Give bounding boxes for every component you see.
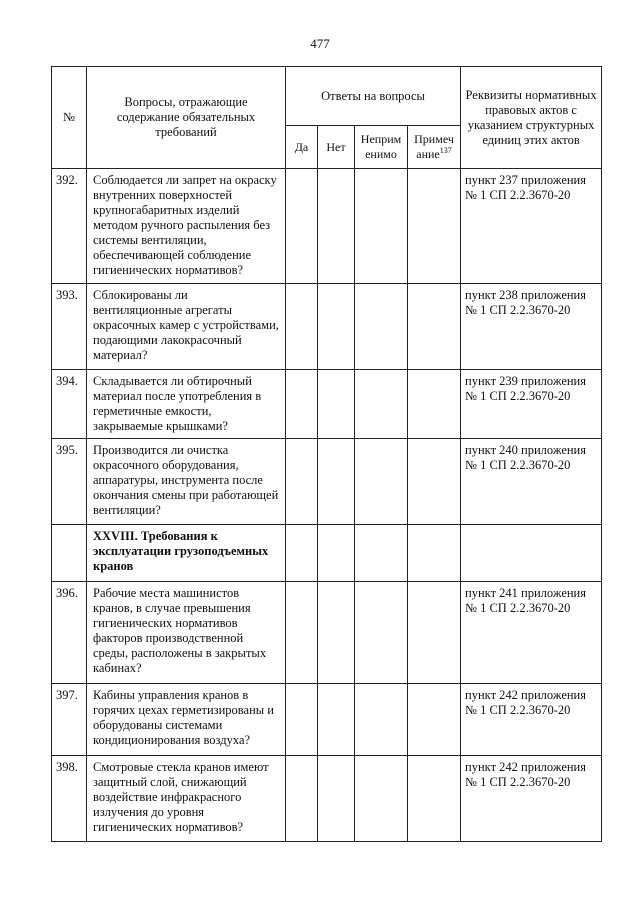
answer-no-cell[interactable] bbox=[318, 582, 355, 684]
table-row bbox=[52, 684, 602, 756]
row-reference: пункт 240 приложения № 1 СП 2.2.3670-20 bbox=[461, 439, 602, 525]
column-header-requisites: Реквизиты нормативных правовых актов с указанием структурных единиц этих актов bbox=[461, 67, 602, 169]
answer-yes-cell[interactable] bbox=[286, 582, 318, 684]
header-row bbox=[52, 67, 602, 126]
row-question: Производится ли очистка окрасочного оборудования, аппаратуры, инструмента после окончания смены при работающей вентиляции? bbox=[87, 439, 286, 525]
table-row bbox=[52, 756, 602, 842]
answer-note-cell[interactable] bbox=[408, 169, 461, 284]
column-header-not-applicable: Неприм енимо bbox=[355, 126, 408, 169]
row-reference: пункт 237 приложения № 1 СП 2.2.3670-20 bbox=[461, 169, 602, 284]
row-question: Смотровые стекла кранов имеют защитный слой, снижающий воздействие инфракрасного излучения до уровня гигиенических нормативов? bbox=[87, 756, 286, 842]
row-number: 393. bbox=[52, 284, 87, 370]
row-number: 395. bbox=[52, 439, 87, 525]
answer-note-cell[interactable] bbox=[408, 284, 461, 370]
answer-yes-cell[interactable] bbox=[286, 439, 318, 525]
requirements-table bbox=[51, 66, 602, 842]
column-header-no: Нет bbox=[318, 126, 355, 169]
answer-yes-cell[interactable] bbox=[286, 684, 318, 756]
row-number: 398. bbox=[52, 756, 87, 842]
table-row bbox=[52, 370, 602, 439]
row-question: Рабочие места машинистов кранов, в случае превышения гигиенических нормативов факторов производственной среды, расположены в закрытых кабинах? bbox=[87, 582, 286, 684]
table-row bbox=[52, 284, 602, 370]
answer-no-cell[interactable] bbox=[318, 756, 355, 842]
answer-no-cell[interactable] bbox=[318, 439, 355, 525]
answer-not-applicable-cell[interactable] bbox=[355, 439, 408, 525]
answer-note-cell[interactable] bbox=[408, 684, 461, 756]
answer-no-cell[interactable] bbox=[318, 169, 355, 284]
row-reference: пункт 239 приложения № 1 СП 2.2.3670-20 bbox=[461, 370, 602, 439]
answer-not-applicable-cell[interactable] bbox=[355, 756, 408, 842]
section-title: XXVIII. Требования к эксплуатации грузоподъемных кранов bbox=[87, 525, 286, 582]
empty-cell bbox=[286, 525, 318, 582]
answer-note-cell[interactable] bbox=[408, 370, 461, 439]
note-label: Примеч ание bbox=[414, 132, 454, 161]
answer-not-applicable-cell[interactable] bbox=[355, 169, 408, 284]
answer-not-applicable-cell[interactable] bbox=[355, 370, 408, 439]
answer-no-cell[interactable] bbox=[318, 370, 355, 439]
empty-cell bbox=[355, 525, 408, 582]
column-header-yes: Да bbox=[286, 126, 318, 169]
answer-not-applicable-cell[interactable] bbox=[355, 284, 408, 370]
row-number: 397. bbox=[52, 684, 87, 756]
answer-note-cell[interactable] bbox=[408, 439, 461, 525]
row-question: Сблокированы ли вентиляционные агрегаты окрасочных камер с устройствами, подающими лакокрасочный материал? bbox=[87, 284, 286, 370]
table-row bbox=[52, 439, 602, 525]
answer-not-applicable-cell[interactable] bbox=[355, 582, 408, 684]
section-row bbox=[52, 525, 602, 582]
row-reference: пункт 242 приложения № 1 СП 2.2.3670-20 bbox=[461, 684, 602, 756]
column-header-question: Вопросы, отражающие содержание обязательных требований bbox=[87, 67, 286, 169]
row-question: Складывается ли обтирочный материал после употребления в герметичные емкости, закрываемые крышками? bbox=[87, 370, 286, 439]
row-reference: пункт 241 приложения № 1 СП 2.2.3670-20 bbox=[461, 582, 602, 684]
row-number: 392. bbox=[52, 169, 87, 284]
answer-yes-cell[interactable] bbox=[286, 370, 318, 439]
row-question: Кабины управления кранов в горячих цехах герметизированы и оборудованы системами кондиционирования воздуха? bbox=[87, 684, 286, 756]
row-number bbox=[52, 525, 87, 582]
footnote-marker: 137 bbox=[439, 146, 452, 155]
answer-note-cell[interactable] bbox=[408, 582, 461, 684]
answer-no-cell[interactable] bbox=[318, 684, 355, 756]
row-reference: пункт 242 приложения № 1 СП 2.2.3670-20 bbox=[461, 756, 602, 842]
row-question: Соблюдается ли запрет на окраску внутренних поверхностей крупногабаритных изделий методом ручного распыления без системы вентиляции, обеспечивающей соблюдение гигиенических нормативов? bbox=[87, 169, 286, 284]
column-header-answers: Ответы на вопросы bbox=[286, 67, 461, 126]
table-row bbox=[52, 169, 602, 284]
answer-no-cell[interactable] bbox=[318, 284, 355, 370]
empty-cell bbox=[408, 525, 461, 582]
answer-yes-cell[interactable] bbox=[286, 756, 318, 842]
column-header-number: № bbox=[52, 67, 87, 169]
empty-cell bbox=[318, 525, 355, 582]
page-number: 477 bbox=[310, 36, 330, 51]
row-reference: пункт 238 приложения № 1 СП 2.2.3670-20 bbox=[461, 284, 602, 370]
row-number: 394. bbox=[52, 370, 87, 439]
row-number: 396. bbox=[52, 582, 87, 684]
table-row bbox=[52, 582, 602, 684]
row-reference bbox=[461, 525, 602, 582]
answer-not-applicable-cell[interactable] bbox=[355, 684, 408, 756]
answer-note-cell[interactable] bbox=[408, 756, 461, 842]
column-header-note bbox=[408, 126, 461, 169]
answer-yes-cell[interactable] bbox=[286, 169, 318, 284]
answer-yes-cell[interactable] bbox=[286, 284, 318, 370]
